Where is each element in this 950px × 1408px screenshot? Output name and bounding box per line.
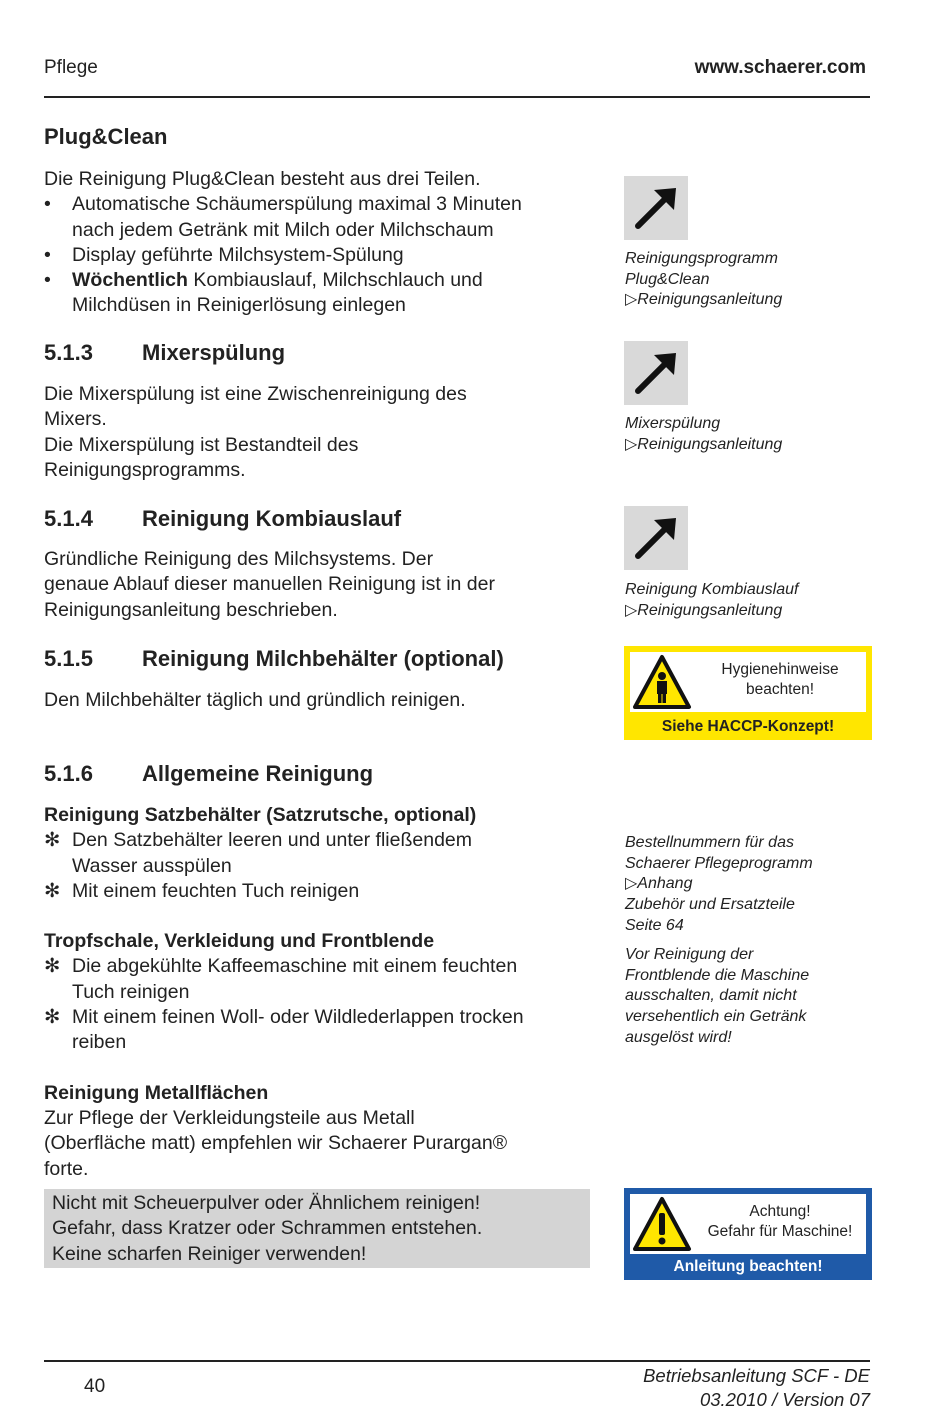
list-item xyxy=(44,828,604,879)
subheading: Reinigung Satzbehälter (Satzrutsche, optional) xyxy=(44,804,477,826)
bullet-star: ✻ xyxy=(44,879,61,902)
footer-doc-info xyxy=(643,1364,870,1408)
list-item-line: Milchdüsen in Reinigerlösung einlegen xyxy=(72,294,406,317)
sidenote-line: Reinigungsprogramm xyxy=(625,250,778,267)
sidenote-line: Zubehör und Ersatzteile xyxy=(625,896,795,914)
list-item-line: nach jedem Getränk mit Milch oder Milchschaum xyxy=(72,218,494,241)
list-item-line: Tuch reinigen xyxy=(72,980,190,1003)
mixer-sidenote xyxy=(625,414,782,455)
plugclean-list xyxy=(44,192,604,318)
list-item xyxy=(44,192,604,243)
caution-line: Gefahr, dass Kratzer oder Schrammen entstehen. xyxy=(52,1217,483,1240)
danger-inner xyxy=(630,1194,866,1254)
danger-text xyxy=(694,1202,866,1242)
body-line: Mixers. xyxy=(44,408,107,431)
section-5-1-3-body xyxy=(44,382,604,483)
sidenote-link: ▷Anhang xyxy=(625,875,693,893)
bullet-dot: • xyxy=(44,193,51,216)
hygiene-warning-inner xyxy=(630,652,866,712)
sidenote-line: Plug&Clean xyxy=(625,270,710,288)
body-line: Zur Pflege der Verkleidungsteile aus Metall xyxy=(44,1106,415,1129)
bullet-star: ✻ xyxy=(44,955,61,978)
section-number: 5.1.3 xyxy=(44,340,93,365)
section-5-1-4-body xyxy=(44,547,604,623)
section-title: Allgemeine Reinigung xyxy=(142,761,374,786)
person-warning-icon xyxy=(632,654,692,710)
sidenote-line: Bestellnummern für das xyxy=(625,834,794,851)
danger-line: Achtung! xyxy=(749,1203,811,1220)
plugclean-sidenote xyxy=(625,249,782,311)
bullet-dot: • xyxy=(44,269,51,292)
list-item-line: Den Satzbehälter leeren und unter fließendem xyxy=(72,829,472,852)
sidenote-link: ▷Reinigungsanleitung xyxy=(625,435,783,453)
section-5-1-5-heading xyxy=(44,646,504,672)
header-section: Pflege xyxy=(44,57,98,78)
weekly-label: Wöchentlich xyxy=(72,269,188,292)
body-line: Gründliche Reinigung des Milchsystems. Der xyxy=(44,548,434,570)
sidenote-link: ▷Reinigungsanleitung xyxy=(625,601,783,619)
hygiene-line: Hygienehinweise xyxy=(721,661,839,678)
list-item-line: Wasser ausspülen xyxy=(72,854,232,877)
list-item-line: Automatische Schäumerspülung maximal 3 Minuten xyxy=(72,193,522,216)
sidenote-link: ▷Reinigungsanleitung xyxy=(625,291,783,309)
weekly-text: Kombiauslauf, Milchschlauch und xyxy=(187,269,483,292)
section-number: 5.1.4 xyxy=(44,506,93,531)
list-item xyxy=(44,243,604,268)
list-item-line: Die abgekühlte Kaffeemaschine mit einem feuchten xyxy=(72,955,518,978)
list-item xyxy=(44,879,604,904)
tool-arrow-icon xyxy=(624,176,688,240)
bullet-dot: • xyxy=(44,243,51,266)
step-list xyxy=(44,828,604,904)
caution-note-box xyxy=(44,1189,590,1268)
plugclean-body xyxy=(44,167,604,319)
subheading: Tropfschale, Verkleidung und Frontblende xyxy=(44,930,435,953)
machine-danger-box xyxy=(624,1188,872,1280)
tool-arrow-icon xyxy=(624,506,688,570)
list-item xyxy=(44,268,604,319)
sidenote-line: ausschalten, damit nicht xyxy=(625,987,797,1005)
hygiene-line: beachten! xyxy=(745,681,815,698)
sidenote-line: Reinigung Kombiauslauf xyxy=(625,581,799,598)
hygiene-warning-box xyxy=(624,646,872,740)
subheading: Reinigung Metallflächen xyxy=(44,1081,269,1104)
tool-arrow-icon xyxy=(624,341,688,405)
sidenote-line: Seite 64 xyxy=(625,916,684,934)
hygiene-footer: Siehe HACCP-Konzept! xyxy=(661,718,835,735)
body-line: Reinigungsprogramms. xyxy=(44,458,246,481)
list-item-line xyxy=(72,268,604,293)
body-line: (Oberfläche matt) empfehlen wir Schaerer Purargan® xyxy=(44,1132,508,1155)
section-number: 5.1.6 xyxy=(44,761,93,786)
list-item-line: reiben xyxy=(72,1031,127,1054)
body-line: Den Milchbehälter täglich und gründlich reinigen. xyxy=(44,689,466,711)
list-item-line: Mit einem feuchten Tuch reinigen xyxy=(72,879,360,902)
body-line: forte. xyxy=(44,1157,89,1180)
body-line: genaue Ablauf dieser manuellen Reinigung ist in der xyxy=(44,573,495,596)
sidenote-line: ausgelöst wird! xyxy=(625,1028,732,1046)
list-item-line: Mit einem feinen Woll- oder Wildlederlappen trocken xyxy=(72,1006,524,1029)
caution-line: Nicht mit Scheuerpulver oder Ähnlichem reinigen! xyxy=(52,1192,481,1214)
body-line: Reinigungsanleitung beschrieben. xyxy=(44,598,338,621)
section-title: Reinigung Kombiauslauf xyxy=(142,506,402,531)
bullet-star: ✻ xyxy=(44,829,61,852)
section-5-1-5-body xyxy=(44,688,604,713)
plugclean-intro: Die Reinigung Plug&Clean besteht aus drei Teilen. xyxy=(44,168,481,190)
danger-line: Gefahr für Maschine! xyxy=(707,1223,853,1240)
header-rule xyxy=(44,96,870,98)
footer-rule xyxy=(44,1360,870,1362)
kombi-sidenote xyxy=(625,580,798,621)
sidenote-line: Mixerspülung xyxy=(625,415,721,432)
list-item xyxy=(44,1005,604,1056)
section-title: Mixerspülung xyxy=(142,340,286,365)
footer-line: Betriebsanleitung SCF - DE xyxy=(643,1365,870,1386)
body-line: Die Mixerspülung ist eine Zwischenreinigung des xyxy=(44,383,467,405)
sidenote-line: versehentlich ein Getränk xyxy=(625,1008,807,1026)
section-number: 5.1.5 xyxy=(44,646,93,671)
page-number: 40 xyxy=(84,1376,106,1397)
sidenote-line: Vor Reinigung der xyxy=(625,946,754,963)
step-list xyxy=(44,954,604,1055)
section-title: Reinigung Milchbehälter (optional) xyxy=(142,646,504,671)
hygiene-text xyxy=(694,660,866,700)
danger-footer: Anleitung beachten! xyxy=(673,1258,823,1275)
plugclean-title: Plug&Clean xyxy=(44,124,168,149)
section-5-1-3-heading xyxy=(44,340,285,366)
list-item-line: Display geführte Milchsystem-Spülung xyxy=(72,243,404,266)
header-website: www.schaerer.com xyxy=(694,57,866,78)
section-5-1-6-heading xyxy=(44,761,373,787)
frontblende-sidenote xyxy=(625,945,809,1049)
exclamation-warning-icon xyxy=(632,1196,692,1252)
bullet-star: ✻ xyxy=(44,1006,61,1029)
sidenote-line: Schaerer Pflegeprogramm xyxy=(625,854,813,872)
list-item xyxy=(44,954,604,1005)
section-5-1-4-heading xyxy=(44,506,401,532)
footer-line: 03.2010 / Version 07 xyxy=(699,1389,870,1408)
sidenote-line: Frontblende die Maschine xyxy=(625,966,810,984)
order-numbers-sidenote xyxy=(625,833,813,937)
section-5-1-6-body xyxy=(44,803,604,1182)
body-line: Die Mixerspülung ist Bestandteil des xyxy=(44,433,359,456)
caution-line: Keine scharfen Reiniger verwenden! xyxy=(52,1242,367,1265)
